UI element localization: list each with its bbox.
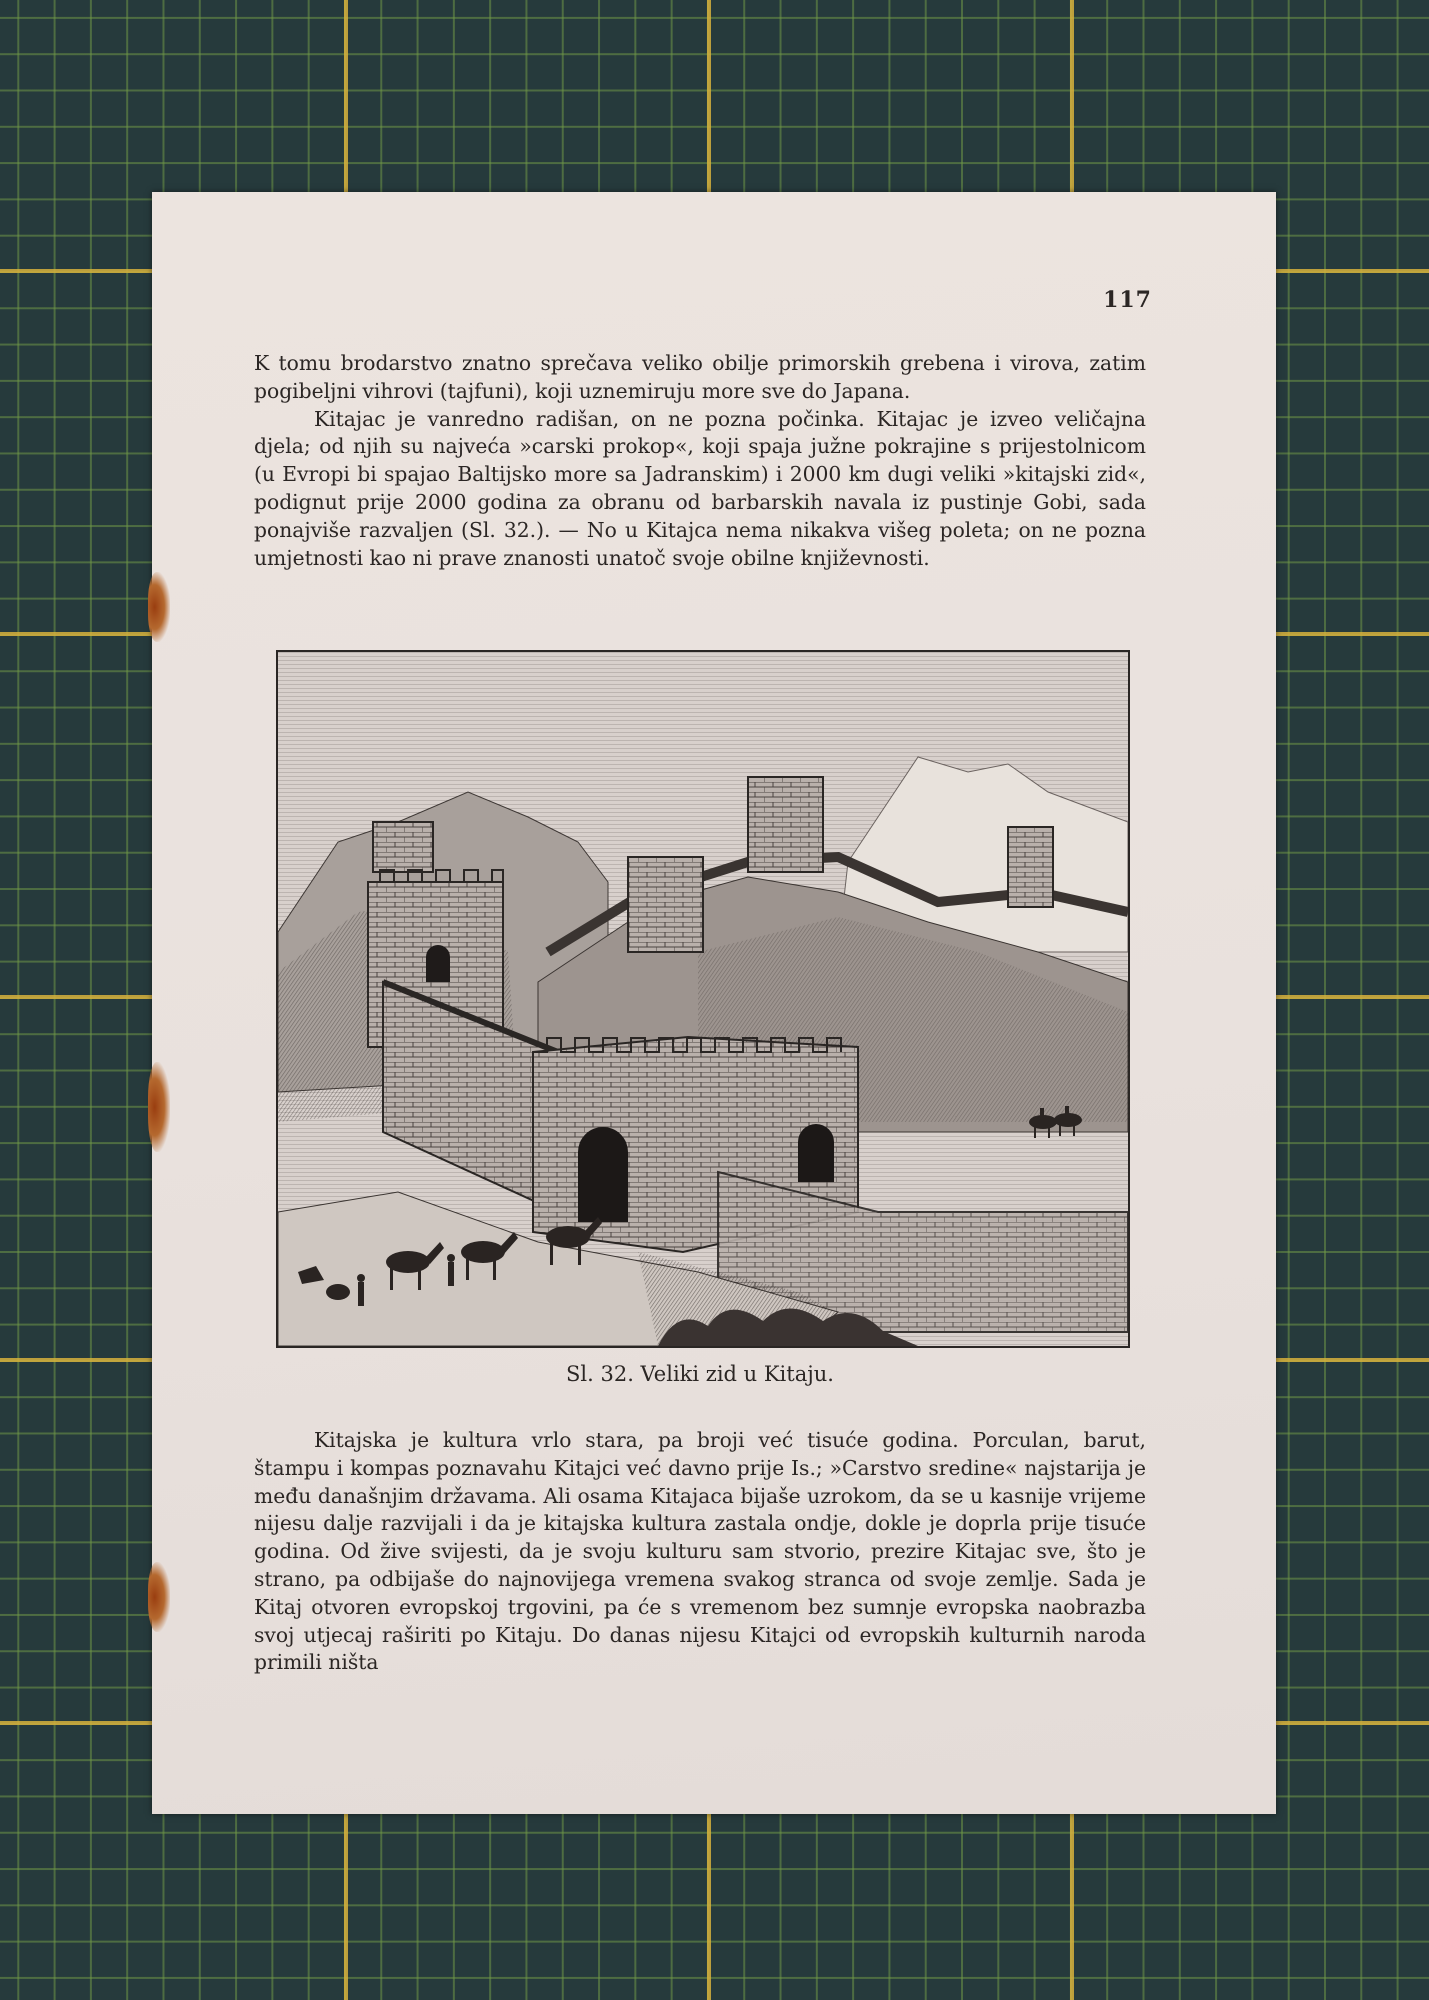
paragraph: K tomu brodarstvo znatno sprečava veliko obilje primorskih grebena i virova, zatim pogibeljni vihrovi (tajfuni), koji uznemiruju more sve do Japana.	[254, 351, 1146, 403]
text-block-bottom	[254, 1427, 1146, 1677]
figure-great-wall-engraving	[276, 650, 1130, 1348]
rust-stain	[148, 572, 170, 642]
tower-top	[748, 777, 823, 872]
page-number: 117	[1103, 287, 1152, 313]
tower-far-left	[373, 822, 433, 872]
paragraph: Kitajac je vanredno radišan, on ne pozna počinka. Kitajac je izveo veličajna djela; od njih su najveća »carski prokop«, koji spaja južne pokrajine s prijestolnicom (u Evropi bi spajao Baltijsko more sa Jadranskim) i 2000 km dugi veliki »kitajski zid«, podignut prije 2000 godina za obranu od barbarskih navala iz pustinje Gobi, sada ponajviše razvaljen (Sl. 32.). — No u Kitajca nema nikakva višeg poleta; on ne pozna umjetnosti kao ni prave znanosti unatoč svoje obilne književnosti.	[254, 406, 1146, 570]
book-page	[152, 192, 1276, 1814]
rust-stain	[148, 1062, 170, 1152]
paragraph: Kitajska je kultura vrlo stara, pa broji već tisuće godina. Porculan, barut, štampu i kompas poznavahu Kitajci već davno prije Is.; »Carstvo sredine« najstarija je među današnjim državama. Ali osama Kitajaca bijaše uzrokom, da se u kasnije vrijeme nijesu dalje razvijali i da je kitajska kultura zastala ondje, dokle je doprla prije tisuće godina. Od žive svijesti, da je svoju kulturu sam stvorio, prezire Kitajac sve, što je strano, pa odbijaše do najnovijega vremena svakog stranca od svoje zemlje. Sada je Kitaj otvoren evropskoj trgovini, pa će s vremenom bez sumnje evropska naobrazba svoj utjecaj raširiti po Kitaju. Do danas nijesu Kitajci od evropskih kulturnih naroda primili ništa	[254, 1428, 1146, 1675]
tower-right	[1008, 827, 1053, 907]
tower-mid	[628, 857, 703, 952]
figure-caption: Sl. 32. Veliki zid u Kitaju.	[566, 1362, 834, 1386]
engraving-illustration	[278, 652, 1128, 1346]
text-block-top	[254, 350, 1146, 572]
rust-stain	[148, 1562, 170, 1632]
